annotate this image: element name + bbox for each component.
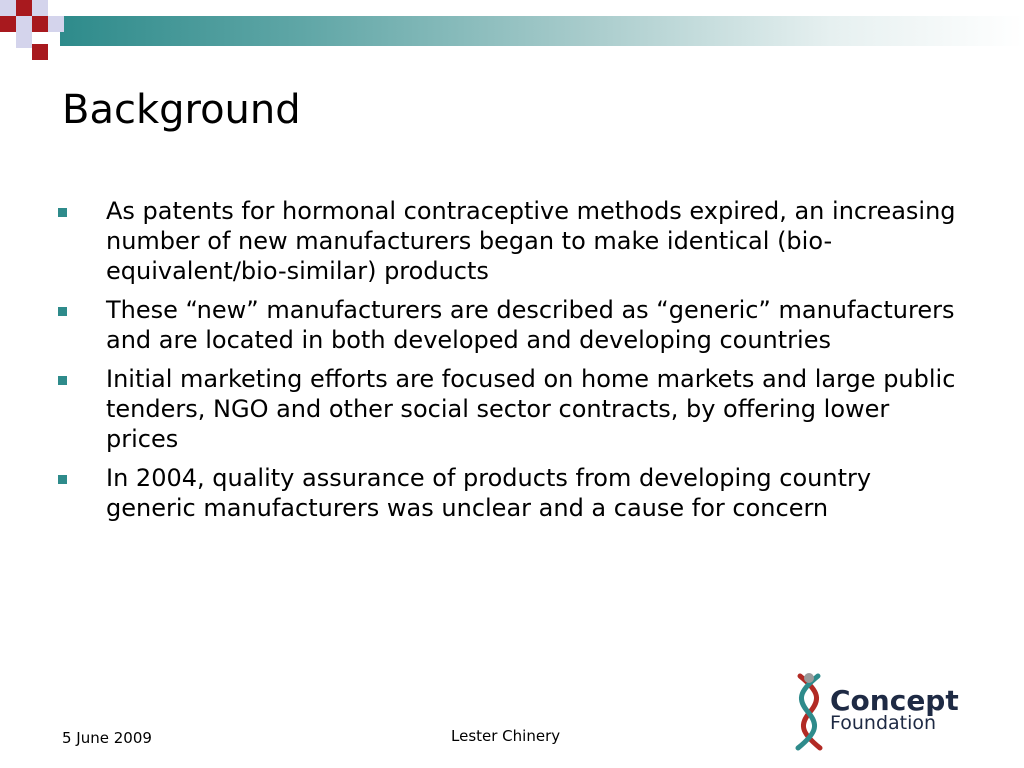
bullet-text: These “new” manufacturers are described as “generic” manufacturers and are located in both developed and developing countries — [106, 296, 955, 354]
bullet-item — [58, 463, 968, 523]
square-bullet-icon — [58, 208, 67, 217]
slide-title: Background — [62, 87, 301, 133]
bullet-item — [58, 364, 968, 454]
square-bullet-icon — [58, 376, 67, 385]
square-bullet-icon — [58, 307, 67, 316]
footer-author: Lester Chinery — [451, 727, 561, 745]
bullet-item — [58, 196, 968, 286]
bullet-item — [58, 295, 968, 355]
square-bullet-icon — [58, 475, 67, 484]
bullet-text: Initial marketing efforts are focused on home markets and large public tenders, NGO and other social sector contracts, by offering lower prices — [106, 365, 956, 453]
logo-wordmark-concept: Concept — [830, 684, 959, 717]
bullet-text: In 2004, quality assurance of products from developing country generic manufacturers was unclear and a cause for concern — [106, 464, 872, 522]
header-gradient-band — [60, 16, 1024, 46]
footer-date: 5 June 2009 — [62, 729, 152, 747]
bullet-list — [58, 196, 968, 532]
bullet-text: As patents for hormonal contraceptive methods expired, an increasing number of new manufacturers began to make identical (bio-equivalent/bio-similar) products — [106, 197, 956, 285]
dna-helix-icon — [790, 670, 830, 754]
logo-wordmark-foundation: Foundation — [830, 712, 937, 734]
concept-foundation-logo — [790, 670, 990, 754]
